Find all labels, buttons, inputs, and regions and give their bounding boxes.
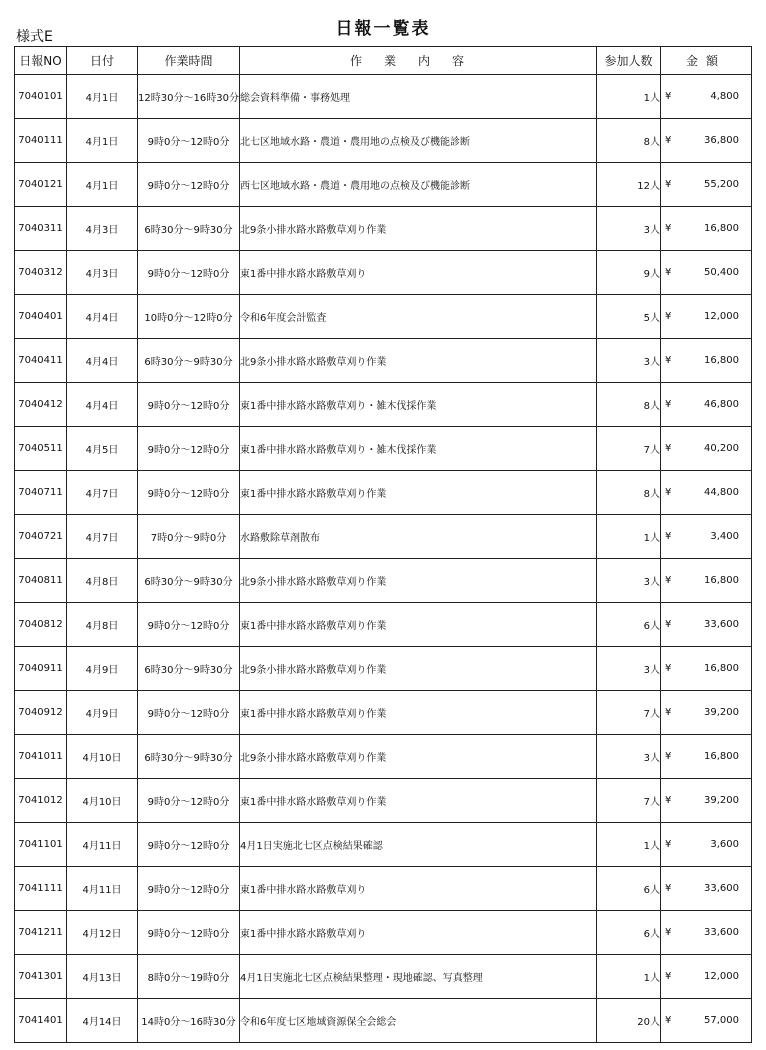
yen-sign: ¥ xyxy=(665,443,672,454)
yen-sign: ¥ xyxy=(665,267,672,278)
amount-cell xyxy=(661,383,752,427)
yen-sign: ¥ xyxy=(665,135,672,146)
yen-sign: ¥ xyxy=(665,619,672,630)
participants-cell: 1人 xyxy=(597,75,661,119)
yen-sign: ¥ xyxy=(665,355,672,366)
amount-cell xyxy=(661,823,752,867)
amount-value: 3,600 xyxy=(710,839,739,850)
amount-cell xyxy=(661,867,752,911)
table-row xyxy=(15,559,752,603)
participants-cell: 9人 xyxy=(597,251,661,295)
yen-sign: ¥ xyxy=(665,179,672,190)
yen-sign: ¥ xyxy=(665,839,672,850)
report-no-cell: 7040101 xyxy=(15,75,67,119)
work-content-cell: 総会資料準備・事務処理 xyxy=(240,75,597,119)
date-cell: 4月9日 xyxy=(67,691,138,735)
yen-sign: ¥ xyxy=(665,487,672,498)
report-no-cell: 7040511 xyxy=(15,427,67,471)
table-row xyxy=(15,691,752,735)
yen-sign: ¥ xyxy=(665,223,672,234)
report-no-cell: 7040111 xyxy=(15,119,67,163)
date-cell: 4月10日 xyxy=(67,735,138,779)
work-content-cell: 水路敷除草剤散布 xyxy=(240,515,597,559)
amount-value: 50,400 xyxy=(704,267,739,278)
date-cell: 4月4日 xyxy=(67,339,138,383)
date-cell: 4月4日 xyxy=(67,383,138,427)
work-content-cell: 4月1日実施北七区点検結果整理・現地確認、写真整理 xyxy=(240,955,597,999)
amount-value: 33,600 xyxy=(704,883,739,894)
table-row xyxy=(15,383,752,427)
work-time-cell: 9時0分～12時0分 xyxy=(138,471,240,515)
work-time-cell: 6時30分～9時30分 xyxy=(138,339,240,383)
amount-value: 16,800 xyxy=(704,355,739,366)
participants-cell: 8人 xyxy=(597,119,661,163)
yen-sign: ¥ xyxy=(665,751,672,762)
amount-value: 39,200 xyxy=(704,707,739,718)
work-content-cell: 北9条小排水路水路敷草刈り作業 xyxy=(240,207,597,251)
date-cell: 4月11日 xyxy=(67,867,138,911)
header-date: 日付 xyxy=(67,47,138,75)
work-content-cell: 東1番中排水路水路敷草刈り xyxy=(240,911,597,955)
yen-sign: ¥ xyxy=(665,971,672,982)
work-time-cell: 9時0分～12時0分 xyxy=(138,251,240,295)
work-content-cell: 北9条小排水路水路敷草刈り作業 xyxy=(240,735,597,779)
amount-value: 40,200 xyxy=(704,443,739,454)
report-no-cell: 7040312 xyxy=(15,251,67,295)
work-time-cell: 6時30分～9時30分 xyxy=(138,735,240,779)
amount-cell xyxy=(661,295,752,339)
amount-value: 12,000 xyxy=(704,971,739,982)
header-people: 参加人数 xyxy=(597,47,661,75)
page-title: 日報一覧表 xyxy=(335,19,431,39)
amount-value: 57,000 xyxy=(704,1015,739,1026)
amount-cell xyxy=(661,471,752,515)
amount-cell xyxy=(661,955,752,999)
header-content: 作業内容 xyxy=(240,47,597,75)
report-no-cell: 7040411 xyxy=(15,339,67,383)
participants-cell: 12人 xyxy=(597,163,661,207)
header-amount: 金額 xyxy=(661,47,752,75)
participants-cell: 3人 xyxy=(597,647,661,691)
table-row xyxy=(15,603,752,647)
table-row xyxy=(15,427,752,471)
yen-sign: ¥ xyxy=(665,1015,672,1026)
table-row xyxy=(15,867,752,911)
work-time-cell: 9時0分～12時0分 xyxy=(138,691,240,735)
amount-cell xyxy=(661,515,752,559)
report-no-cell: 7041111 xyxy=(15,867,67,911)
yen-sign: ¥ xyxy=(665,795,672,806)
participants-cell: 1人 xyxy=(597,515,661,559)
participants-cell: 3人 xyxy=(597,339,661,383)
amount-cell xyxy=(661,163,752,207)
table-row xyxy=(15,251,752,295)
work-time-cell: 9時0分～12時0分 xyxy=(138,603,240,647)
work-time-cell: 10時0分～12時0分 xyxy=(138,295,240,339)
date-cell: 4月7日 xyxy=(67,515,138,559)
work-content-cell: 東1番中排水路水路敷草刈り・雑木伐採作業 xyxy=(240,427,597,471)
work-time-cell: 9時0分～12時0分 xyxy=(138,163,240,207)
amount-cell xyxy=(661,603,752,647)
amount-cell xyxy=(661,735,752,779)
amount-value: 4,800 xyxy=(710,91,739,102)
yen-sign: ¥ xyxy=(665,531,672,542)
work-content-cell: 東1番中排水路水路敷草刈り xyxy=(240,867,597,911)
table-row xyxy=(15,207,752,251)
amount-value: 16,800 xyxy=(704,751,739,762)
header-time: 作業時間 xyxy=(138,47,240,75)
amount-cell xyxy=(661,119,752,163)
table-row xyxy=(15,515,752,559)
work-content-cell: 令和6年度七区地域資源保全会総会 xyxy=(240,999,597,1043)
table-row xyxy=(15,647,752,691)
amount-value: 44,800 xyxy=(704,487,739,498)
participants-cell: 6人 xyxy=(597,911,661,955)
work-time-cell: 9時0分～12時0分 xyxy=(138,867,240,911)
date-cell: 4月5日 xyxy=(67,427,138,471)
amount-cell xyxy=(661,691,752,735)
participants-cell: 7人 xyxy=(597,427,661,471)
work-time-cell: 8時0分～19時0分 xyxy=(138,955,240,999)
table-row xyxy=(15,955,752,999)
work-time-cell: 9時0分～12時0分 xyxy=(138,911,240,955)
date-cell: 4月13日 xyxy=(67,955,138,999)
amount-cell xyxy=(661,559,752,603)
participants-cell: 6人 xyxy=(597,603,661,647)
participants-cell: 8人 xyxy=(597,383,661,427)
participants-cell: 8人 xyxy=(597,471,661,515)
yen-sign: ¥ xyxy=(665,311,672,322)
report-no-cell: 7040412 xyxy=(15,383,67,427)
daily-report-table xyxy=(14,46,752,1043)
date-cell: 4月8日 xyxy=(67,559,138,603)
amount-value: 16,800 xyxy=(704,223,739,234)
yen-sign: ¥ xyxy=(665,91,672,102)
amount-value: 33,600 xyxy=(704,927,739,938)
amount-value: 33,600 xyxy=(704,619,739,630)
date-cell: 4月1日 xyxy=(67,119,138,163)
yen-sign: ¥ xyxy=(665,663,672,674)
report-no-cell: 7040812 xyxy=(15,603,67,647)
yen-sign: ¥ xyxy=(665,707,672,718)
work-content-cell: 東1番中排水路水路敷草刈り作業 xyxy=(240,471,597,515)
date-cell: 4月11日 xyxy=(67,823,138,867)
participants-cell: 3人 xyxy=(597,735,661,779)
amount-cell xyxy=(661,647,752,691)
report-no-cell: 7041011 xyxy=(15,735,67,779)
date-cell: 4月4日 xyxy=(67,295,138,339)
work-time-cell: 7時0分～9時0分 xyxy=(138,515,240,559)
table-row xyxy=(15,163,752,207)
participants-cell: 3人 xyxy=(597,559,661,603)
amount-value: 16,800 xyxy=(704,663,739,674)
work-content-cell: 東1番中排水路水路敷草刈り・雑木伐採作業 xyxy=(240,383,597,427)
date-cell: 4月3日 xyxy=(67,251,138,295)
yen-sign: ¥ xyxy=(665,927,672,938)
header-no: 日報NO xyxy=(15,47,67,75)
work-time-cell: 9時0分～12時0分 xyxy=(138,383,240,427)
work-time-cell: 6時30分～9時30分 xyxy=(138,647,240,691)
work-content-cell: 北9条小排水路水路敷草刈り作業 xyxy=(240,339,597,383)
amount-cell xyxy=(661,911,752,955)
work-time-cell: 9時0分～12時0分 xyxy=(138,119,240,163)
table-row xyxy=(15,295,752,339)
report-no-cell: 7040711 xyxy=(15,471,67,515)
report-no-cell: 7040721 xyxy=(15,515,67,559)
date-cell: 4月3日 xyxy=(67,207,138,251)
date-cell: 4月12日 xyxy=(67,911,138,955)
date-cell: 4月10日 xyxy=(67,779,138,823)
yen-sign: ¥ xyxy=(665,883,672,894)
form-label: 様式E xyxy=(16,29,53,45)
work-content-cell: 北七区地域水路・農道・農用地の点検及び機能診断 xyxy=(240,119,597,163)
yen-sign: ¥ xyxy=(665,575,672,586)
amount-value: 3,400 xyxy=(710,531,739,542)
work-content-cell: 東1番中排水路水路敷草刈り xyxy=(240,251,597,295)
work-content-cell: 東1番中排水路水路敷草刈り作業 xyxy=(240,779,597,823)
work-content-cell: 東1番中排水路水路敷草刈り作業 xyxy=(240,603,597,647)
table-row xyxy=(15,911,752,955)
participants-cell: 6人 xyxy=(597,867,661,911)
amount-value: 36,800 xyxy=(704,135,739,146)
table-row xyxy=(15,75,752,119)
table-row xyxy=(15,735,752,779)
work-time-cell: 14時0分～16時30分 xyxy=(138,999,240,1043)
work-time-cell: 6時30分～9時30分 xyxy=(138,207,240,251)
participants-cell: 1人 xyxy=(597,955,661,999)
table-body xyxy=(15,75,752,1043)
report-no-cell: 7041401 xyxy=(15,999,67,1043)
amount-cell xyxy=(661,251,752,295)
report-no-cell: 7041012 xyxy=(15,779,67,823)
amount-value: 39,200 xyxy=(704,795,739,806)
participants-cell: 3人 xyxy=(597,207,661,251)
work-content-cell: 東1番中排水路水路敷草刈り作業 xyxy=(240,691,597,735)
amount-cell xyxy=(661,75,752,119)
work-content-cell: 西七区地域水路・農道・農用地の点検及び機能診断 xyxy=(240,163,597,207)
table-row xyxy=(15,779,752,823)
report-no-cell: 7040401 xyxy=(15,295,67,339)
amount-cell xyxy=(661,207,752,251)
table-row xyxy=(15,471,752,515)
header-row xyxy=(15,47,752,75)
table-row xyxy=(15,339,752,383)
report-no-cell: 7041301 xyxy=(15,955,67,999)
report-no-cell: 7040811 xyxy=(15,559,67,603)
date-cell: 4月1日 xyxy=(67,75,138,119)
work-content-cell: 4月1日実施北七区点検結果確認 xyxy=(240,823,597,867)
work-content-cell: 令和6年度会計監査 xyxy=(240,295,597,339)
report-no-cell: 7041211 xyxy=(15,911,67,955)
date-cell: 4月8日 xyxy=(67,603,138,647)
report-no-cell: 7041101 xyxy=(15,823,67,867)
participants-cell: 5人 xyxy=(597,295,661,339)
work-time-cell: 9時0分～12時0分 xyxy=(138,779,240,823)
table-row xyxy=(15,823,752,867)
date-cell: 4月7日 xyxy=(67,471,138,515)
work-content-cell: 北9条小排水路水路敷草刈り作業 xyxy=(240,559,597,603)
date-cell: 4月14日 xyxy=(67,999,138,1043)
participants-cell: 7人 xyxy=(597,691,661,735)
participants-cell: 20人 xyxy=(597,999,661,1043)
amount-value: 55,200 xyxy=(704,179,739,190)
amount-cell xyxy=(661,427,752,471)
amount-value: 46,800 xyxy=(704,399,739,410)
work-content-cell: 北9条小排水路水路敷草刈り作業 xyxy=(240,647,597,691)
report-no-cell: 7040911 xyxy=(15,647,67,691)
work-time-cell: 12時30分～16時30分 xyxy=(138,75,240,119)
amount-value: 16,800 xyxy=(704,575,739,586)
yen-sign: ¥ xyxy=(665,399,672,410)
table-row xyxy=(15,119,752,163)
report-no-cell: 7040912 xyxy=(15,691,67,735)
date-cell: 4月1日 xyxy=(67,163,138,207)
report-no-cell: 7040311 xyxy=(15,207,67,251)
report-no-cell: 7040121 xyxy=(15,163,67,207)
amount-value: 12,000 xyxy=(704,311,739,322)
amount-cell xyxy=(661,779,752,823)
amount-cell xyxy=(661,999,752,1043)
work-time-cell: 9時0分～12時0分 xyxy=(138,427,240,471)
table-row xyxy=(15,999,752,1043)
amount-cell xyxy=(661,339,752,383)
participants-cell: 7人 xyxy=(597,779,661,823)
date-cell: 4月9日 xyxy=(67,647,138,691)
participants-cell: 1人 xyxy=(597,823,661,867)
work-time-cell: 6時30分～9時30分 xyxy=(138,559,240,603)
work-time-cell: 9時0分～12時0分 xyxy=(138,823,240,867)
